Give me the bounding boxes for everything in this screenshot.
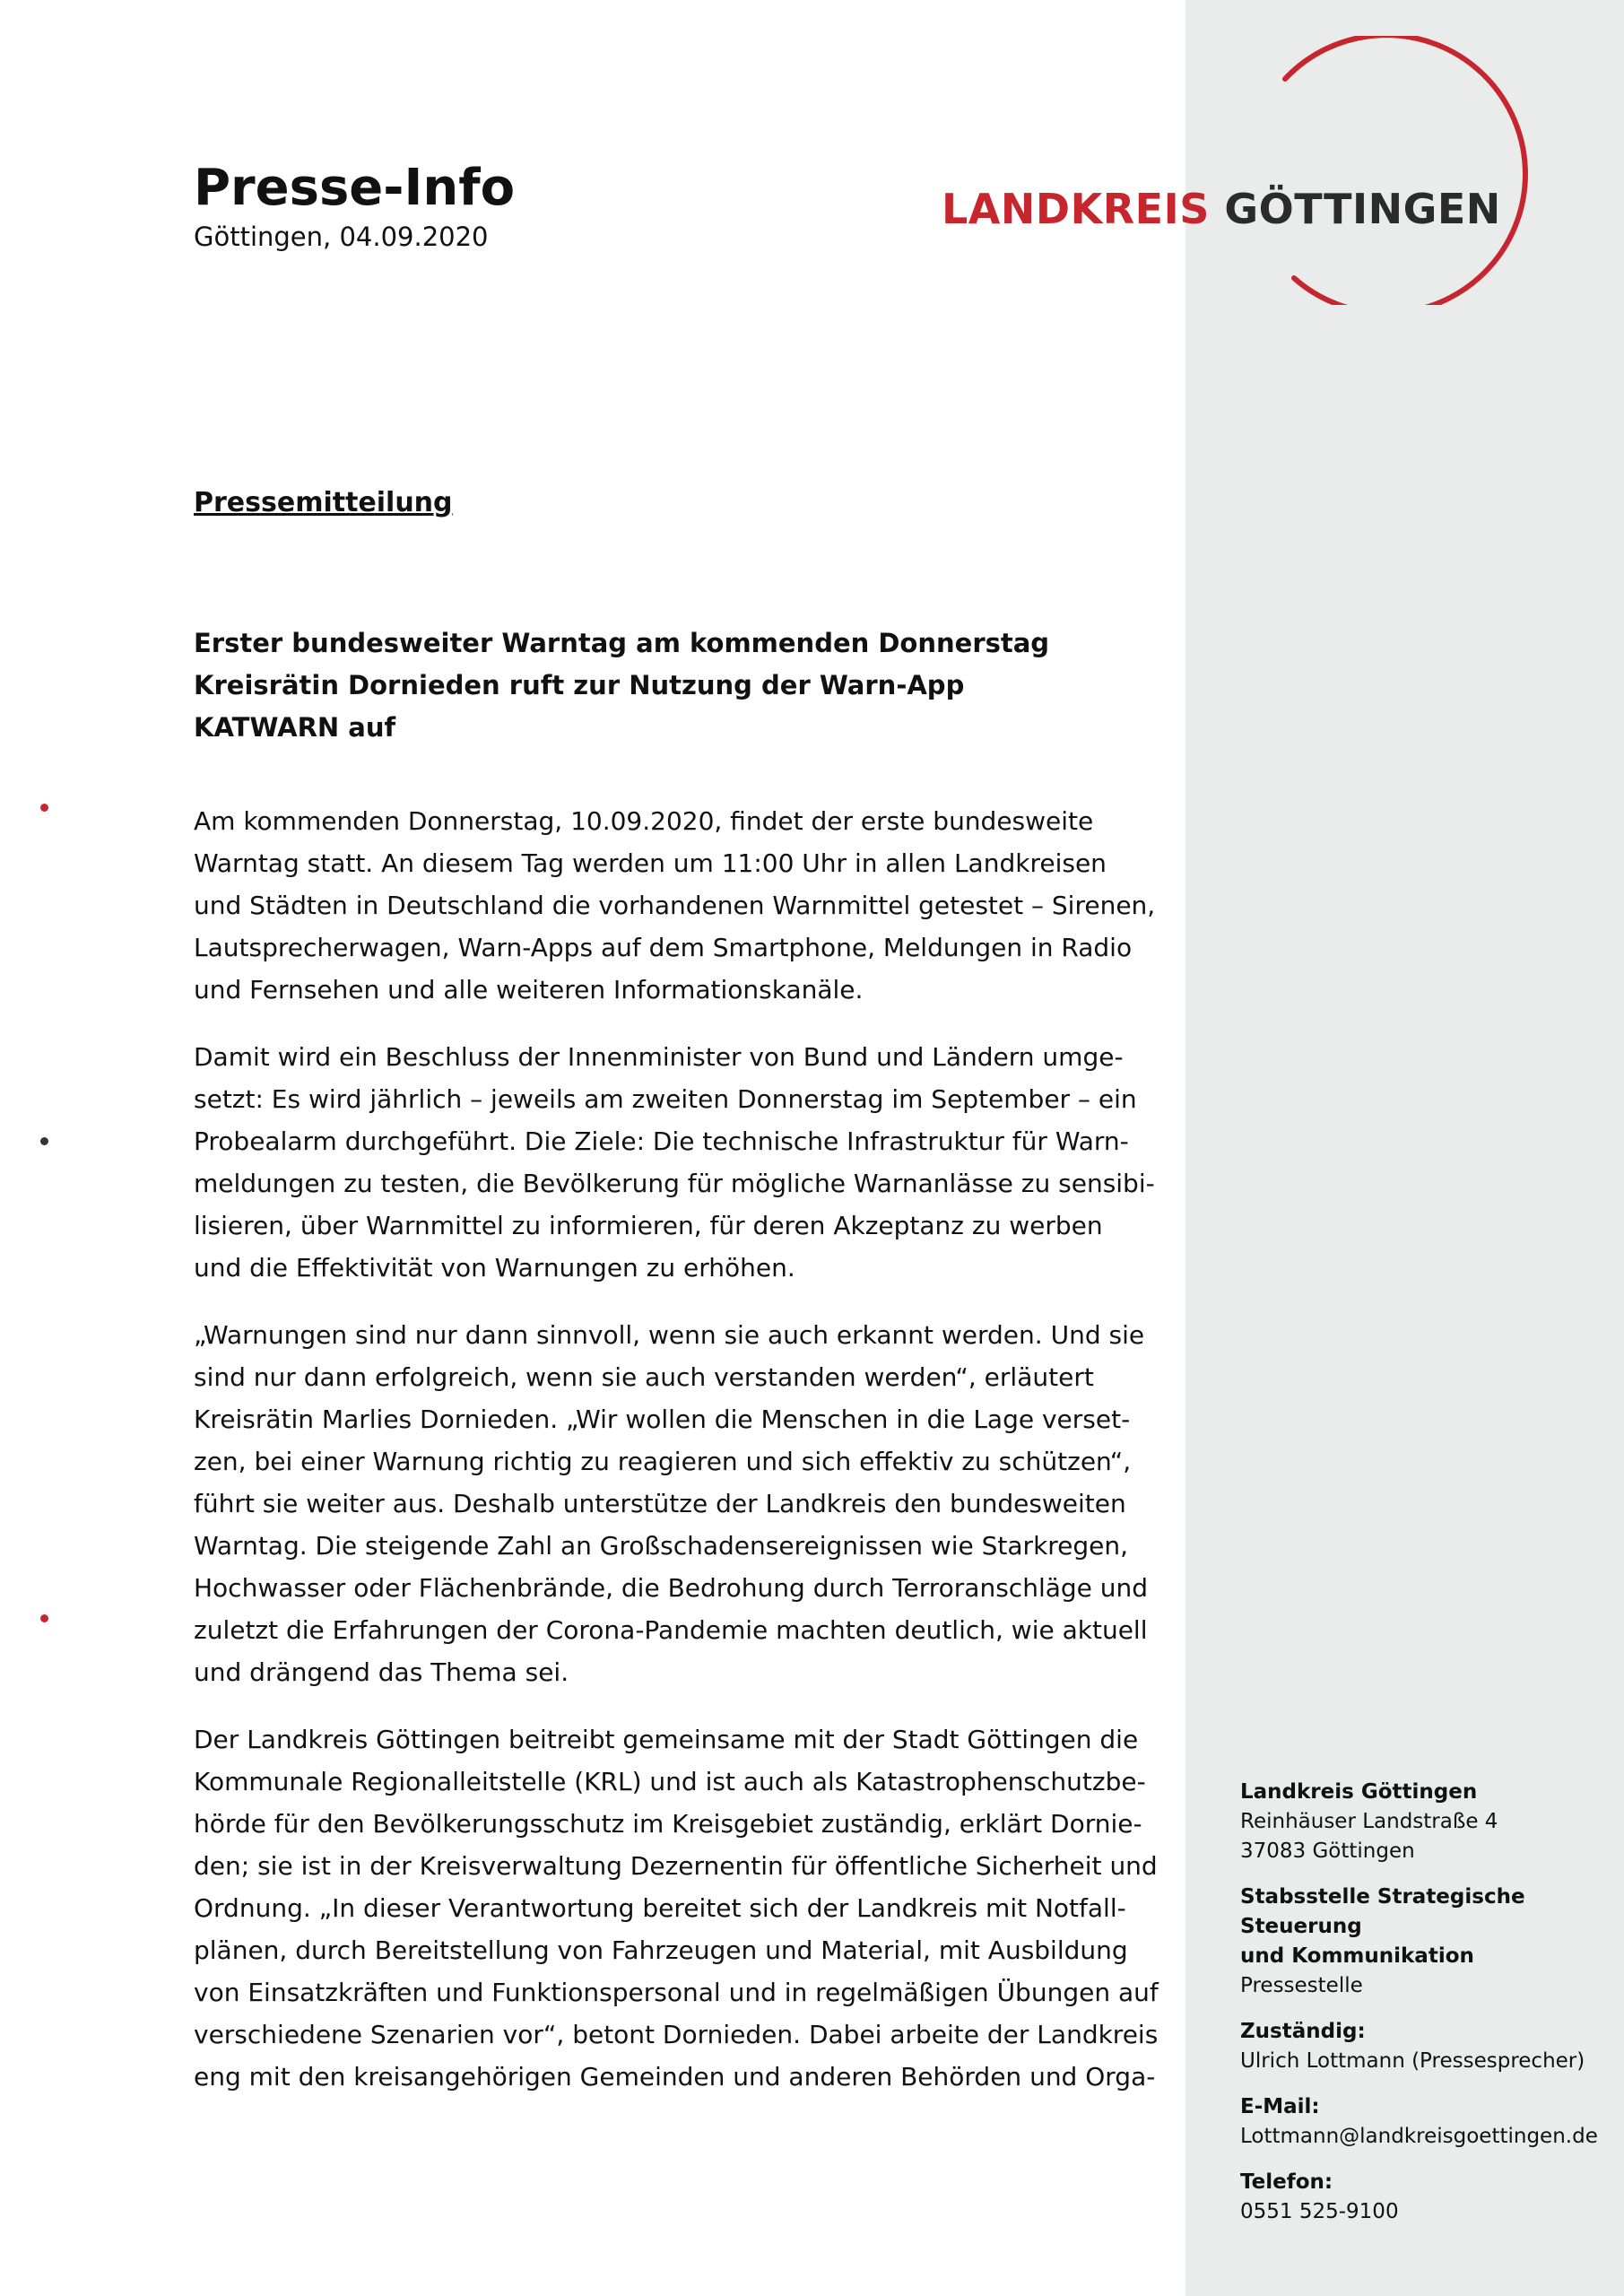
body-line: Ordnung. „In dieser Verantwortung bereitet sich der Landkreis mit Notfall-: [194, 1893, 1126, 1923]
body-line: hörde für den Bevölkerungsschutz im Kreisgebiet zuständig, erklärt Dornie-: [194, 1809, 1142, 1839]
article-body: [194, 800, 1159, 2123]
headline: [194, 622, 1090, 749]
logo-wordmark: [942, 184, 1501, 234]
contact-address: [1240, 1778, 1599, 1866]
body-line: setzt: Es wird jährlich – jeweils am zweiten Donnerstag im September – ein: [194, 1084, 1137, 1114]
body-line: „Warnungen sind nur dann sinnvoll, wenn sie auch erkannt werden. Und sie: [194, 1320, 1145, 1350]
body-line: Der Landkreis Göttingen beitreibt gemeinsame mit der Stadt Göttingen die: [194, 1725, 1139, 1754]
landkreis-logo: [933, 36, 1596, 305]
contact-unit: [1240, 1883, 1599, 2001]
body-line: führt sie weiter aus. Deshalb unterstütze der Landkreis den bundesweiten: [194, 1489, 1126, 1518]
contact-responsible: [1240, 2017, 1599, 2076]
contact-email-link[interactable]: Lottmann@landkreisgoettingen.de: [1240, 2125, 1598, 2148]
body-line: Lautsprecherwagen, Warn-Apps auf dem Smartphone, Meldungen in Radio: [194, 933, 1133, 962]
page-title: Presse-Info: [194, 159, 516, 217]
fold-mark-icon: [40, 804, 48, 812]
body-line: Damit wird ein Beschluss der Innenminister von Bund und Ländern umge-: [194, 1042, 1124, 1072]
body-line: verschiedene Szenarien vor“, betont Dornieden. Dabei arbeite der Landkreis: [194, 2020, 1159, 2049]
body-line: zuletzt die Erfahrungen der Corona-Pandemie machten deutlich, wie aktuell: [194, 1615, 1148, 1645]
contact-responsible-value: Ulrich Lottmann (Pressesprecher): [1240, 2049, 1585, 2073]
logo-text-goettingen: GÖTTINGEN: [1224, 185, 1501, 233]
contact-department: Pressestelle: [1240, 1974, 1363, 1997]
contact-unit-line: Stabsstelle Strategische Steuerung: [1240, 1885, 1525, 1938]
punch-mark-icon: [40, 1137, 48, 1145]
body-paragraph: [194, 800, 1156, 1011]
logo-arc-icon: [933, 36, 1596, 305]
body-line: plänen, durch Bereitstellung von Fahrzeugen und Material, mit Ausbildung: [194, 1935, 1128, 1965]
logo-text-landkreis: LANDKREIS: [942, 185, 1210, 233]
contact-unit-line: und Kommunikation: [1240, 1944, 1474, 1968]
body-line: Kommunale Regionalleitstelle (KRL) und ist auch als Katastrophenschutzbe-: [194, 1767, 1146, 1796]
subheadline-line: Kreisrätin Dornieden ruft zur Nutzung der Warn-App KATWARN auf: [194, 670, 965, 743]
body-line: eng mit den kreisangehörigen Gemeinden und anderen Behörden und Orga-: [194, 2062, 1156, 2092]
contact-phone-label: Telefon:: [1240, 2170, 1333, 2194]
body-line: meldungen zu testen, die Bevölkerung für mögliche Warnanlässe zu sensibi-: [194, 1169, 1155, 1198]
contact-email-label: E-Mail:: [1240, 2095, 1320, 2118]
body-line: und drängend das Thema sei.: [194, 1657, 569, 1687]
section-label: Pressemitteilung: [194, 487, 453, 518]
body-line: Hochwasser oder Flächenbrände, die Bedrohung durch Terroranschläge und: [194, 1573, 1149, 1603]
contact-info: [1240, 1778, 1599, 2243]
body-line: den; sie ist in der Kreisverwaltung Dezernentin für öffentliche Sicherheit und: [194, 1851, 1158, 1881]
contact-email: [1240, 2092, 1599, 2152]
body-line: von Einsatzkräften und Funktionspersonal und in regelmäßigen Übungen auf: [194, 1978, 1159, 2007]
contact-org-name: Landkreis Göttingen: [1240, 1780, 1478, 1804]
body-line: Warntag statt. An diesem Tag werden um 11:00 Uhr in allen Landkreisen: [194, 848, 1107, 878]
body-line: zen, bei einer Warnung richtig zu reagieren und sich effektiv zu schützen“,: [194, 1447, 1132, 1476]
body-line: sind nur dann erfolgreich, wenn sie auch verstanden werden“, erläutert: [194, 1362, 1094, 1392]
contact-responsible-label: Zuständig:: [1240, 2020, 1366, 2043]
body-paragraph: [194, 1314, 1149, 1693]
place-date: Göttingen, 04.09.2020: [194, 222, 489, 252]
contact-city: 37083 Göttingen: [1240, 1839, 1415, 1863]
headline-line: Erster bundesweiter Warntag am kommenden Donnerstag: [194, 628, 1050, 658]
contact-street: Reinhäuser Landstraße 4: [1240, 1810, 1498, 1833]
body-line: und die Effektivität von Warnungen zu erhöhen.: [194, 1253, 795, 1283]
fold-mark-icon: [40, 1614, 48, 1622]
body-line: Am kommenden Donnerstag, 10.09.2020, findet der erste bundesweite: [194, 806, 1094, 836]
contact-phone-value: 0551 525-9100: [1240, 2200, 1399, 2223]
body-line: Kreisrätin Marlies Dornieden. „Wir wollen die Menschen in die Lage verset-: [194, 1405, 1131, 1434]
body-line: lisieren, über Warnmittel zu informieren, für deren Akzeptanz zu werben: [194, 1211, 1103, 1240]
body-line: Probealarm durchgeführt. Die Ziele: Die technische Infrastruktur für Warn-: [194, 1126, 1129, 1156]
body-paragraph: [194, 1718, 1159, 2098]
body-paragraph: [194, 1036, 1155, 1289]
contact-phone: [1240, 2168, 1599, 2227]
body-line: und Städten in Deutschland die vorhandenen Warnmittel getestet – Sirenen,: [194, 891, 1156, 920]
body-line: Warntag. Die steigende Zahl an Großschadensereignissen wie Starkregen,: [194, 1531, 1129, 1561]
body-line: und Fernsehen und alle weiteren Informationskanäle.: [194, 975, 864, 1004]
